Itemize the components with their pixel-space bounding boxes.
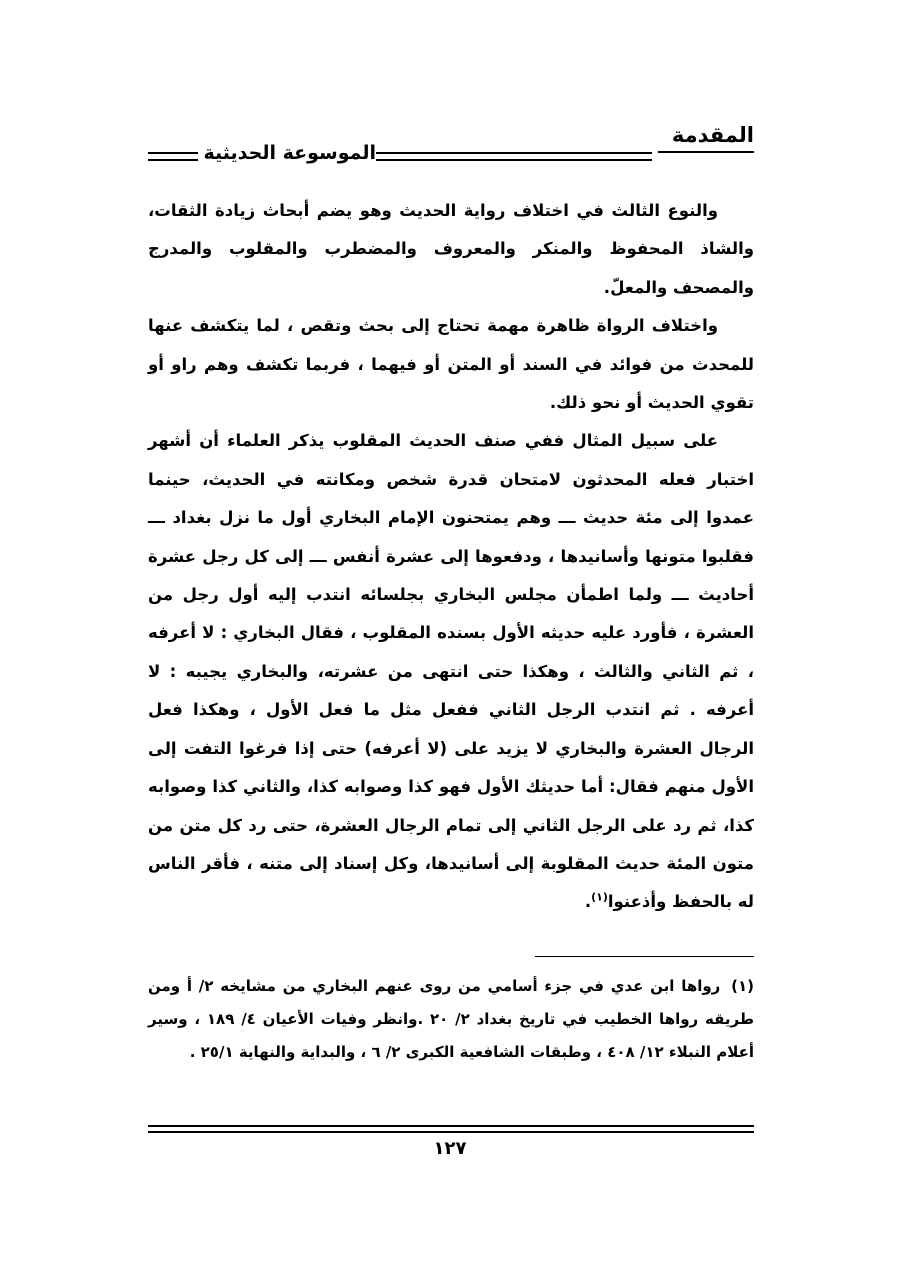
page-header — [148, 118, 754, 168]
footnote — [148, 970, 754, 1069]
paragraph-end-mark: . — [584, 892, 592, 912]
footnote-separator — [535, 956, 754, 957]
page-number: ١٢٧ — [433, 1138, 467, 1159]
header-double-rule — [376, 152, 652, 161]
section-title: المقدمة — [671, 123, 754, 147]
paragraph: والنوع الثالث في اختلاف رواية الحديث وهو يضم أبحاث زيادة الثقات، والشاذ المحفوظ والمنكر والمعروف والمضطرب والمقلوب والمدرج والمصحف والمعلّ. — [148, 201, 754, 297]
book-title: الموسوعة الحديثية — [203, 142, 376, 164]
footnote-marker: (١) — [731, 977, 754, 995]
header-double-rule-short — [148, 152, 198, 161]
paragraph: واختلاف الرواة ظاهرة مهمة تحتاج إلى بحث وتقص ، لما يتكشف عنها للمحدث من فوائد في السند أو المتن أو فيهما ، فربما تكشف وهم راو أو تقوي الحديث أو نحو ذلك. — [148, 316, 754, 413]
footnote-text: رواها ابن عدي في جزء أسامي من روى عنهم البخاري من مشايخه ٢/ أ ومن طريقه رواها الخطيب في تاريخ بغداد ٢/ ٢٠ .وانظر وفيات الأعيان ٤/ ١٨٩ ، وسير أعلام النبلاء ١٢/ ٤٠٨ ، وطبقات الشافعية الكبرى ٢/ ٦ ، والبداية والنهاية ٢٥/١ . — [148, 977, 755, 1061]
footnote-reference[interactable]: (١) — [591, 890, 608, 904]
header-underline — [658, 151, 754, 153]
paragraph-text: على سبيل المثال ففي صنف الحديث المقلوب يذكر العلماء أن أشهر اختبار فعله المحدثون لامتحان قدرة شخص ومكانته في الحديث، حينما عمدوا إلى مئة حديث ـــ وهم يمتحنون الإمام البخاري أول ما نزل بغداد ـــ فقلبوا متونها وأسانيدها ، ودفعوها إلى عشرة أنفس ـــ إلى كل رجل عشرة أحاديث ـــ ولما اطمأن مجلس البخاري بجلسائه انتدب إليه أول رجل من العشرة ، فأورد عليه حديثه الأول بسنده المقلوب ، فقال البخاري : لا أعرفه ، ثم الثاني والثالث ، وهكذا حتى انتهى من عشرته، والبخاري يجيبه : لا أعرفه . ثم انتدب الرجل الثاني ففعل مثل ما فعل الأول ، وهكذا فعل الرجال العشرة والبخاري لا يزيد على (لا أعرفه) حتى إذا فرغوا التفت إلى الأول منهم فقال: أما حديثك الأول فهو كذا وصوابه كذا، والثاني كذا وصوابه كذا، ثم رد على الرجل الثاني إلى تمام الرجال العشرة، حتى رد كل متن من متون المئة حديث المقلوبة إلى أسانيدها، وكل إسناد إلى متنه ، فأقر الناس له بالحفظ وأذعنوا — [148, 431, 754, 912]
body-text — [148, 192, 754, 922]
paragraph — [148, 422, 754, 921]
footer-double-rule — [148, 1125, 754, 1133]
